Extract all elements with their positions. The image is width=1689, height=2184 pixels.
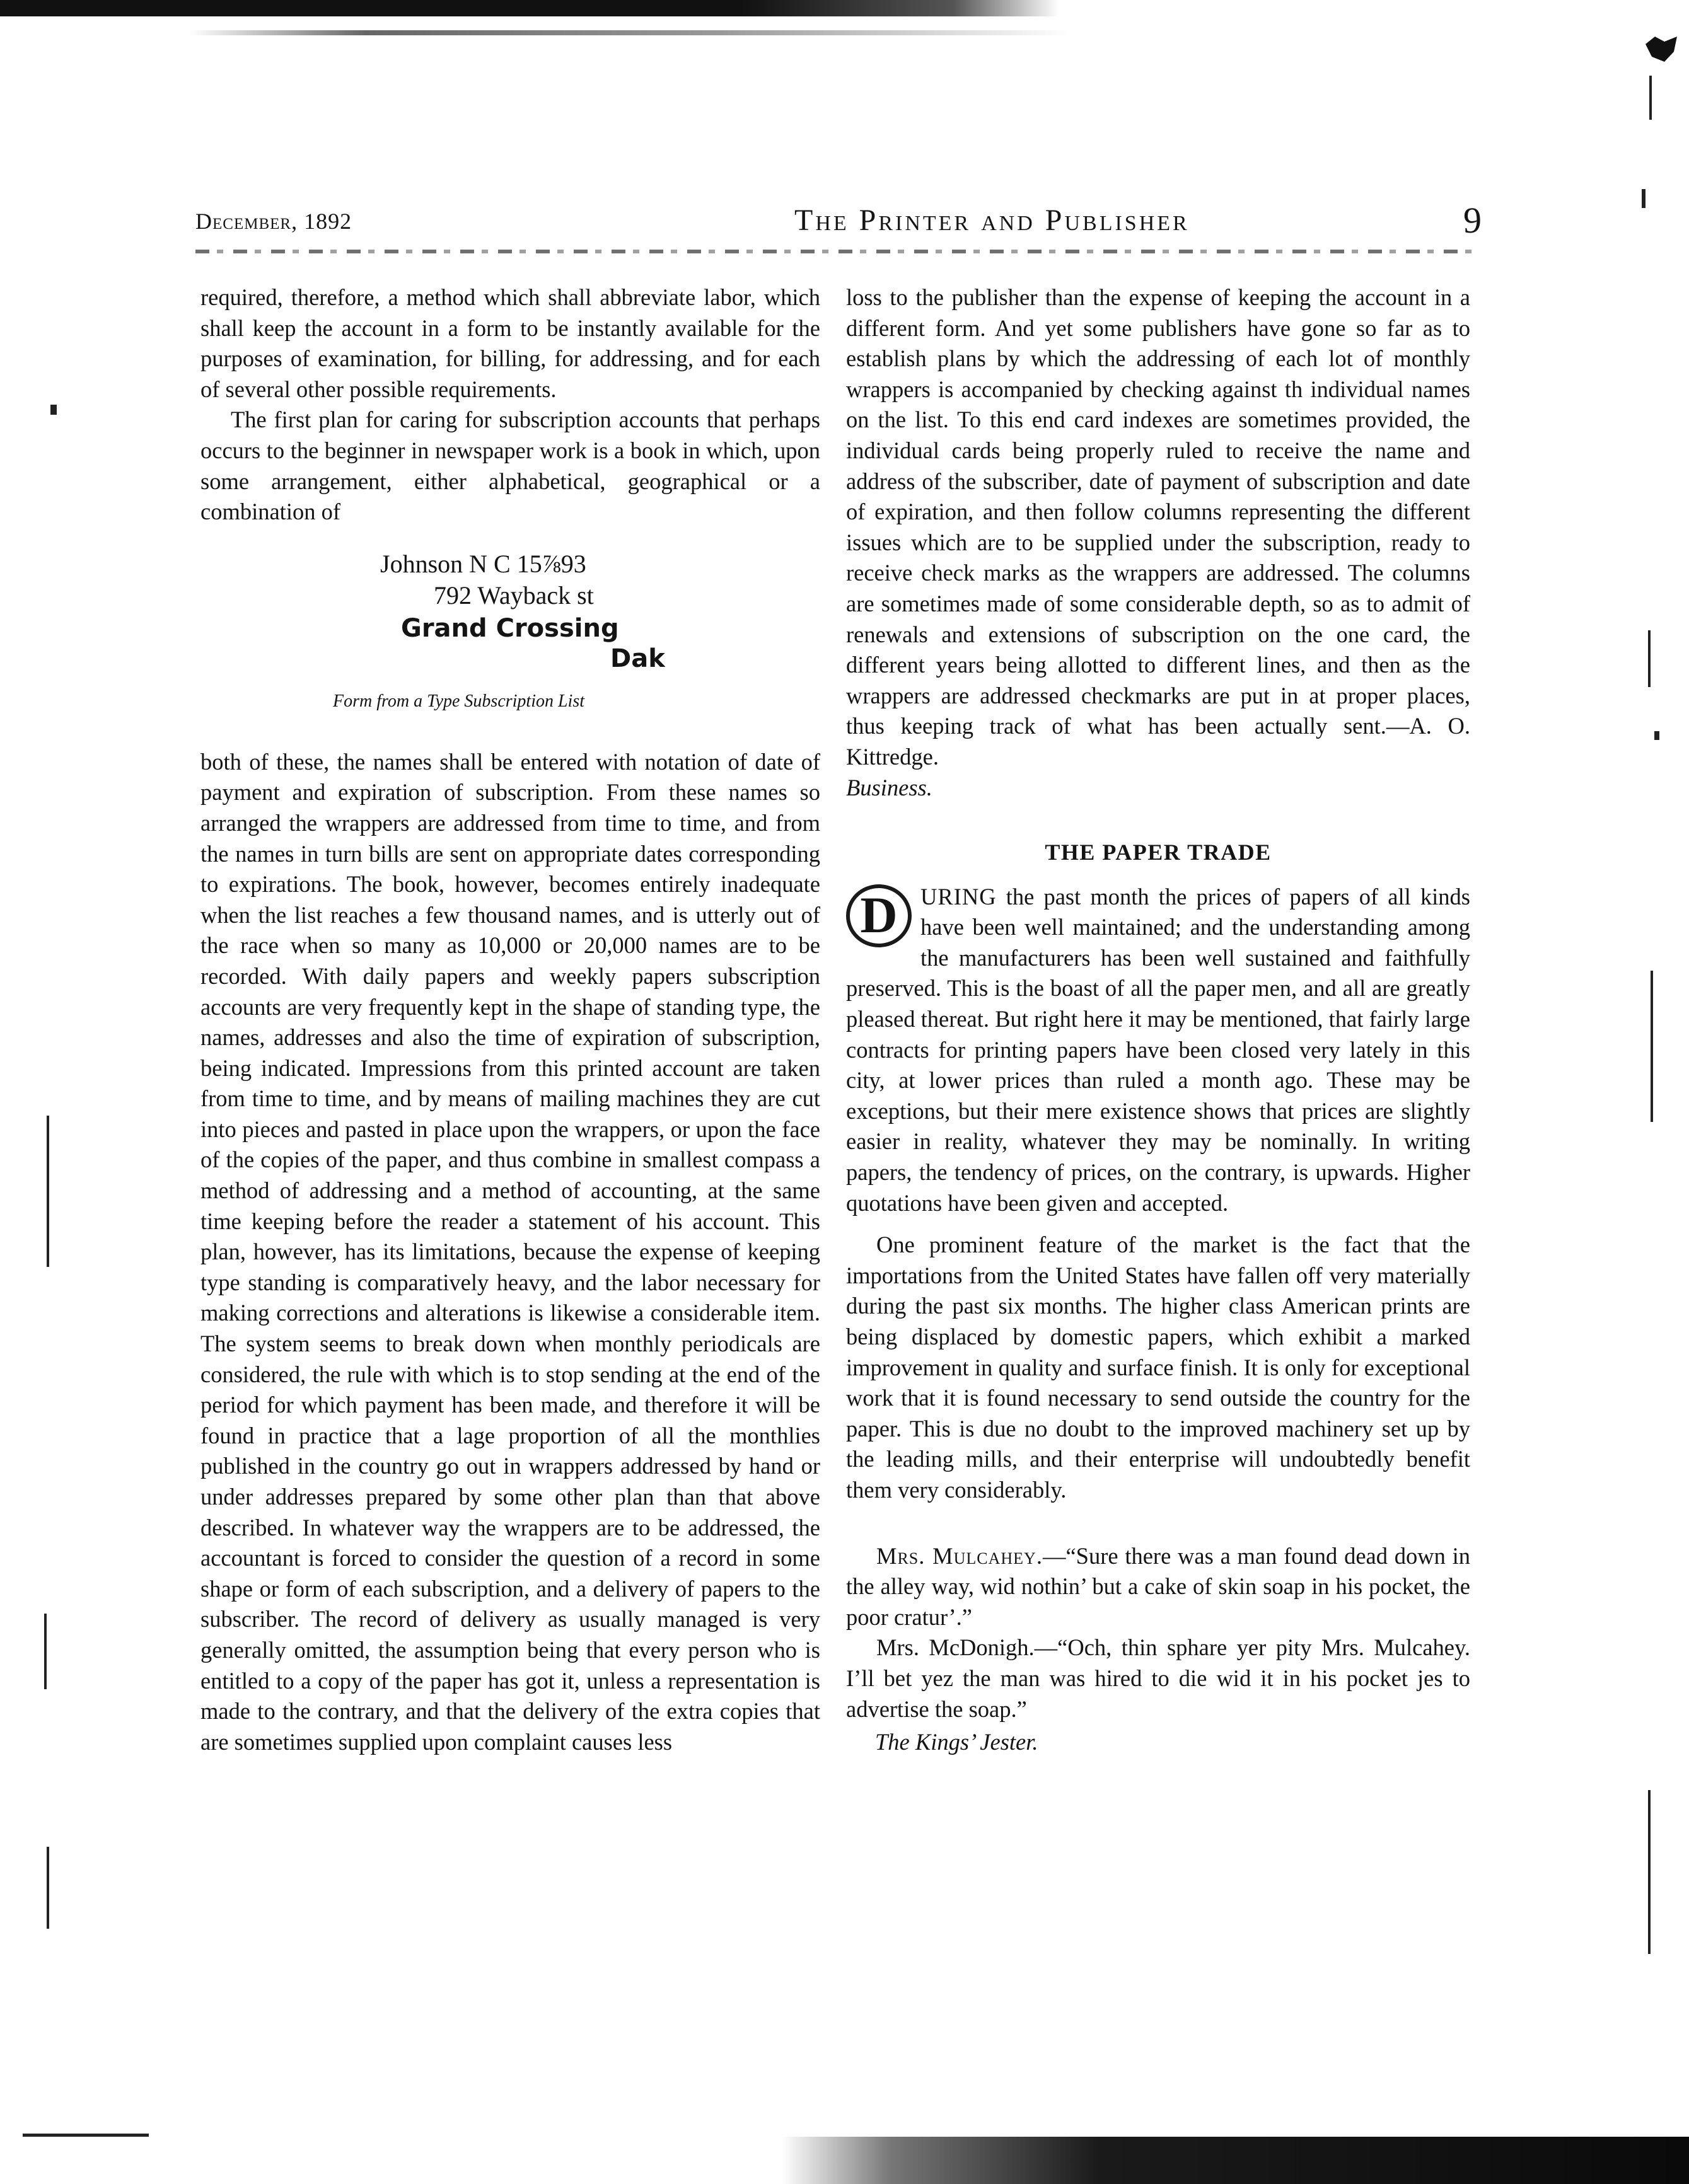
scan-edge-mark: [47, 1116, 49, 1267]
scan-edge-mark: [1642, 189, 1645, 208]
form-town-line: Grand Crossing: [401, 613, 619, 643]
scan-edge-mark: [1649, 76, 1652, 120]
scan-edge-top-faint: [189, 30, 1072, 35]
joke-paragraph: Mrs. McDonigh.—“Och, thin sphare yer pity Mrs. Mulcahey. I’ll bet yez the man was hired to die wid it in his pocket jes to advertise the soap.”: [846, 1634, 1470, 1722]
scan-edge-mark: [50, 405, 57, 415]
section-heading: THE PAPER TRADE: [1045, 840, 1272, 865]
publication-title: The Printer and Publisher: [794, 204, 1190, 237]
scan-edge-mark: [1648, 630, 1651, 687]
scan-edge-mark: [47, 1847, 49, 1929]
lead-word: URING: [920, 883, 997, 910]
scan-edge-top: [0, 0, 1059, 16]
article-paragraph: both of these, the names shall be entered with notation of date of payment and expiration of subscription. From these names so arranged the wrappers are addressed from time to time, and from the names in turn bills are sent on appropriate dates corresponding to expirations. The book, however, becomes entirely inadequate when the list reaches a few thousand names, and is utterly out of the race when so many as 10,000 or 20,000 names are to be recorded. With daily papers and weekly papers subscription accounts are very frequently kept in the shape of standing type, the names, addresses and also the time of expiration of subscription, being indicated. Impressions from this printed account are taken from time to time, and by means of mailing machines they are cut into pieces and pasted in place upon the wrappers, or upon the face of the copies of the paper, and thus combine in smallest compass a method of addressing and a method of accounting, at the same time keeping before the reader a statement of his account. This plan, however, has its limitations, because the expense of keeping type standing is comparatively heavy, and the labor necessary for making corrections and alterations is likewise a considerable item. The system seems to break down when monthly periodicals are considered, the rule with which is to stop sending at the end of the period for which payment has been made, and therefore it will be found in practice that a lage proportion of all the monthlies published in the country go out in wrappers addressed by hand or under addresses prepared by some other plan than that above described. In whatever way the wrappers are to be addressed, the accountant is forced to consider the question of a record in some shape or form of each subscription, and a delivery of papers to the subscriber. The record of delivery as usually managed is very generally omitted, the assumption being that every person who is entitled to a copy of the paper has got it, unless a representation is made to the contrary, and that the delivery of the extra copies that are sometimes supplied upon complaint causes less: [200, 748, 820, 1755]
running-head: [195, 200, 1482, 241]
scan-edge-mark: [1651, 971, 1653, 1122]
left-column: [200, 282, 820, 1757]
joke-source: The Kings’ Jester.: [875, 1729, 1038, 1755]
joke-text: —“Sure there was a man found dead down in the alley way, wid nothin’ but a cake of skin soap in his pocket, the poor cratur’.”: [846, 1542, 1471, 1630]
scan-edge-mark: [44, 1614, 47, 1689]
spacer: [846, 1506, 1470, 1541]
article-paragraph: loss to the publisher than the expense of keeping the account in a different form. And yet some publishers have gone so far as to establish plans by which the addressing of each lot of monthly wrappers is accompanied by checking against th individual names on the list. To this end card indexes are sometimes provided, the individual cards being properly ruled to receive the name and address of the subscriber, date of payment of subscription and date of expiration, and then follow columns representing the different issues which are to be supplied under the subscription, ready to receive check marks as the wrappers are addressed. The columns are sometimes made of some considerable depth, so as to admit of renewals and extensions of subscription on the one card, the different years being allotted to different lines, and then as the wrappers are addressed checkmarks are put in at proper places, thus keeping track of what has been actually sent.—A. O. Kittredge.: [846, 284, 1470, 770]
paragraph-text: the past month the prices of papers of all kinds have been well maintained; and the understanding among the manufacturers has been well sustained and faithfully preserved. This is the boast of all the paper men, and all are greatly pleased thereat. But right here it may be mentioned, that fairly large contracts for printing papers have been closed very lately in this city, at lower prices than ruled a month ago. These may be exceptions, but their mere existence shows that prices are slightly easier in reality, whatever they may be nominally. In writing papers, the tendency of prices, on the contrary, is upwards. Higher quotations have been given and accepted.: [846, 883, 1470, 1216]
form-street-line: 792 Wayback st: [434, 581, 594, 610]
form-state-line: Dak: [610, 644, 665, 673]
scan-corner-blot: [1645, 37, 1677, 62]
drop-cap: D: [846, 884, 912, 947]
form-caption: Form from a Type Subscription List: [333, 691, 585, 711]
page-number: 9: [1463, 200, 1482, 241]
article-paragraph: [846, 882, 1470, 1219]
issue-date: December, 1892: [195, 209, 352, 234]
joke-paragraph: [846, 1541, 1470, 1633]
article-paragraph: required, therefore, a method which shall abbreviate labor, which shall keep the account in a form to be instantly available for the purposes of examination, for billing, for addressing, and for each of several other possible requirements.: [200, 284, 820, 402]
scan-edge-mark: [1648, 1790, 1651, 1954]
right-column: [846, 282, 1470, 1758]
subscription-form-sample: [200, 549, 820, 738]
scan-edge-bottom: [782, 2137, 1689, 2184]
article-paragraph: The first plan for caring for subscription accounts that perhaps occurs to the beginner in newspaper work is a book in which, upon some arrangement, either alphabetical, geographical or a combination of: [200, 407, 820, 525]
speaker-name: Mrs. Mulcahey.: [876, 1542, 1043, 1569]
article-paragraph: One prominent feature of the market is the fact that the importations from the United States have fallen off very materially during the past six months. The higher class American prints are being displaced by domestic papers, which exhibit a marked improvement in quality and surface finish. It is only for exceptional work that it is found necessary to send outside the country for the paper. This is due no doubt to the improved machinery set up by the leading mills, and their enterprise will undoubtedly benefit them very considerably.: [846, 1232, 1470, 1503]
form-name-line: Johnson N C 15⅞93: [380, 549, 586, 578]
header-rule: [195, 250, 1482, 253]
scan-bottom-rule: [23, 2134, 149, 2137]
article-source: Business.: [846, 774, 932, 800]
scan-edge-mark: [1654, 731, 1659, 740]
